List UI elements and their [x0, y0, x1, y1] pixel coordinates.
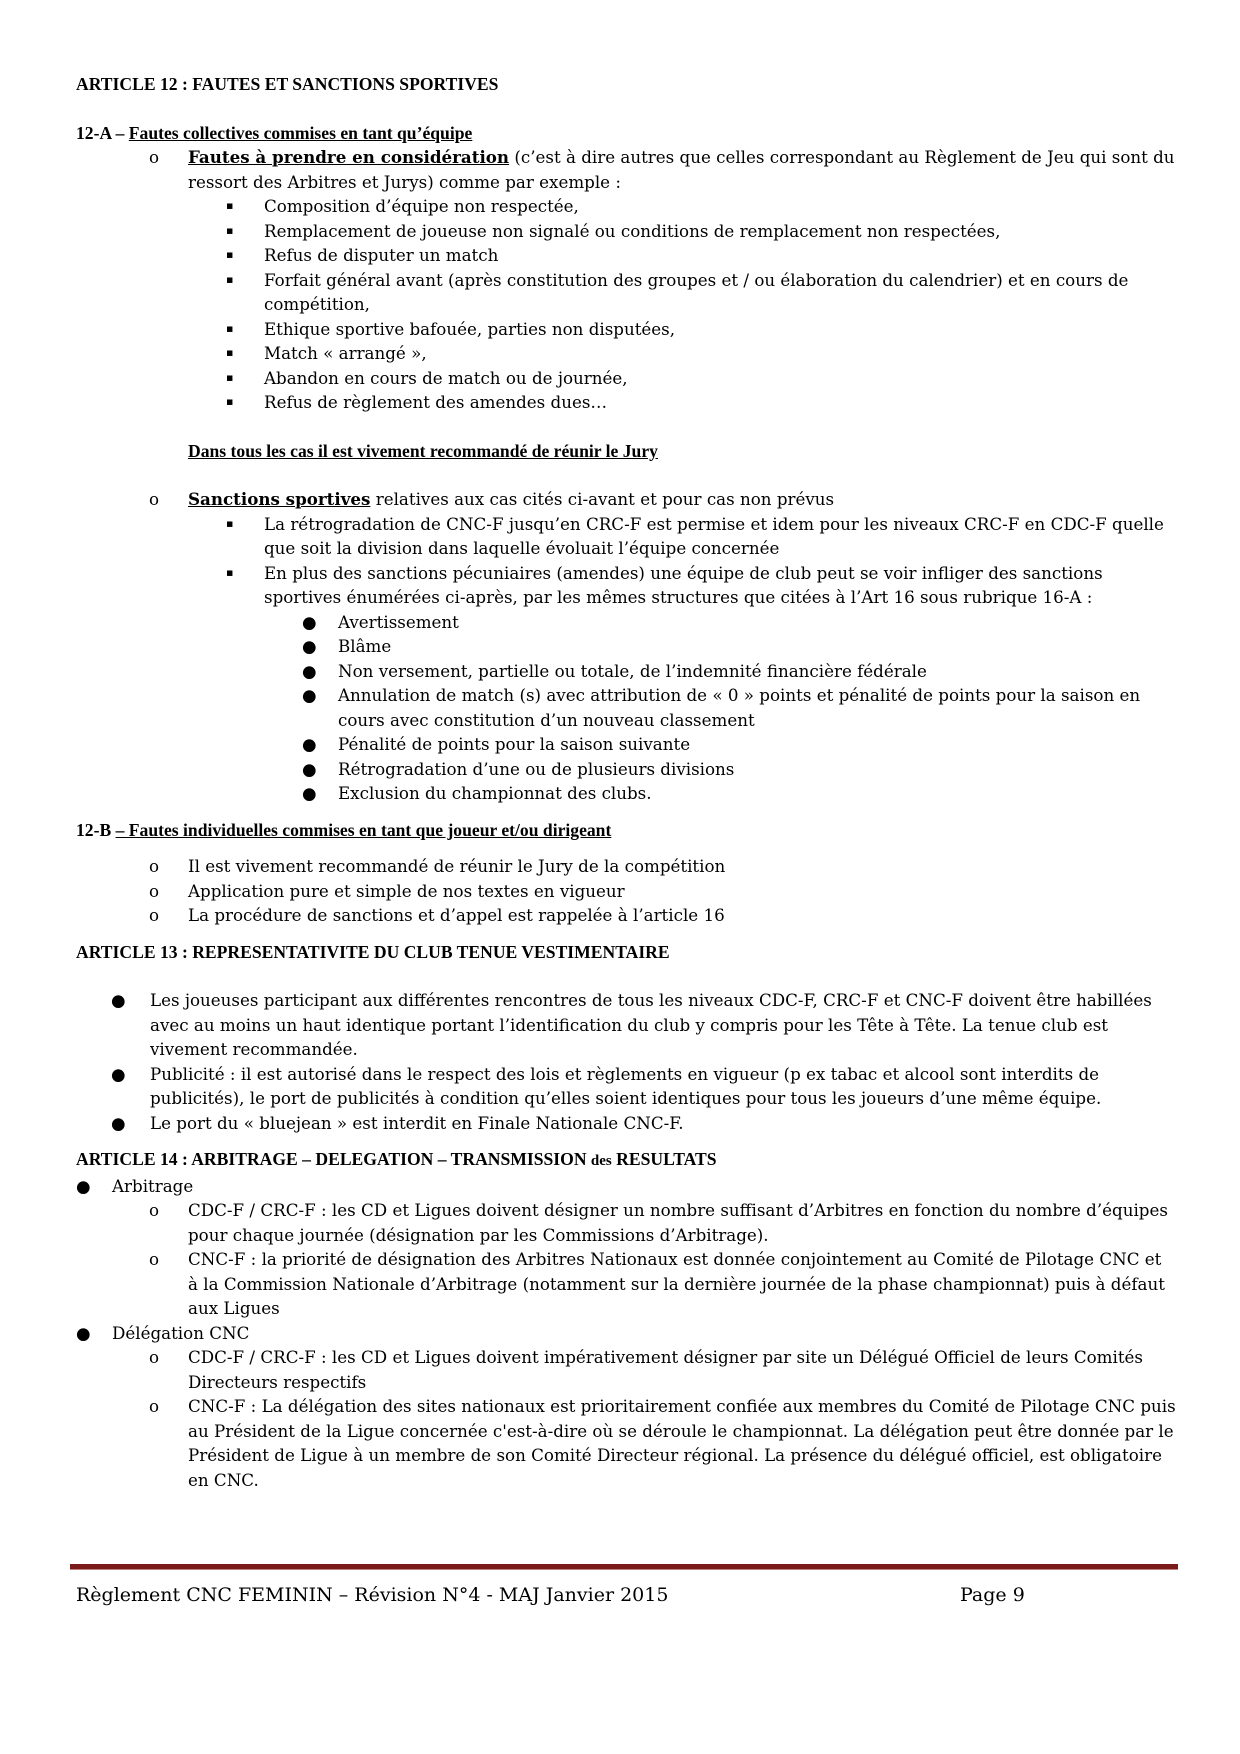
list-item [76, 988, 1176, 1062]
list-item-text: La rétrogradation de CNC-F jusqu’en CRC-F est permise et idem pour les niveaux CRC-F en CDC-F quelle que soit la division dans laquelle évoluait l’équipe concernée [264, 513, 1164, 558]
list-item-text: Refus de règlement des amendes dues… [264, 392, 608, 412]
item-title: Fautes à prendre en considération [188, 147, 510, 167]
list-item-text: CNC-F : La délégation des sites nationaux est prioritairement confiée aux membres du Comité de Pilotage CNC puis au Président de la Ligue concernée c'est-à-dire où se déroule le championnat. La délégation peut être donnée par le Président de Ligue à un membre de son Comité Directeur régional. La présence du délégué officiel, est obligatoire en CNC. [188, 1396, 1176, 1490]
circle-bullet-icon: o [149, 905, 160, 925]
square-bullet-icon: ▪ [226, 395, 234, 408]
list-item-text: Le port du « bluejean » est interdit en Finale Nationale CNC-F. [150, 1112, 684, 1133]
round-bullet-icon: ● [76, 1322, 91, 1343]
article-14-title-part: RESULTATS [611, 1149, 717, 1169]
round-bullet-icon: ● [302, 636, 317, 656]
circle-bullet-icon: o [149, 1396, 160, 1416]
list-item-text: Remplacement de joueuse non signalé ou conditions de remplacement non respectées, [264, 220, 1001, 241]
round-bullet-icon: ● [111, 1063, 126, 1084]
section-12b-prefix: 12-B [76, 819, 116, 840]
list-item-text: La procédure de sanctions et d’appel est rappelée à l’article 16 [188, 905, 725, 925]
circle-bullet-icon: o [149, 1200, 160, 1220]
item-title: Sanctions sportives [188, 489, 371, 509]
list-item-text: Non versement, partielle ou totale, de l’indemnité financière fédérale [338, 660, 927, 681]
article-14-title [76, 1147, 1176, 1174]
list-item [76, 1174, 1176, 1199]
article-12-title: ARTICLE 12 : FAUTES ET SANCTIONS SPORTIVES [76, 74, 499, 94]
list-item [76, 854, 1176, 879]
list-item-text: Ethique sportive bafouée, parties non disputées, [264, 318, 676, 339]
square-bullet-icon: ▪ [226, 272, 234, 286]
list-item [76, 268, 1176, 317]
article-14-list [76, 1174, 1176, 1493]
article-14-title-part: ARTICLE 14 : ARBITRAGE – DELEGATION – TRANSMISSION [76, 1149, 591, 1169]
circle-bullet-icon: o [149, 1347, 160, 1367]
jury-recommendation: Dans tous les cas il est vivement recommandé de réunir le Jury [188, 440, 658, 461]
list-item [76, 732, 1176, 757]
section-12b-heading [76, 818, 1176, 843]
list-item [76, 659, 1176, 684]
list-item-text: Abandon en cours de match ou de journée, [264, 367, 628, 388]
section-12b-list [76, 854, 1176, 928]
round-bullet-icon: ● [302, 783, 317, 803]
list-item [76, 757, 1176, 782]
list-item [76, 1111, 1176, 1136]
square-bullet-icon: ▪ [226, 370, 234, 384]
list-item-text: Exclusion du championnat des clubs. [338, 783, 652, 803]
list-item [76, 366, 1176, 391]
list-item-text: Match « arrangé », [264, 343, 427, 363]
list-item [76, 1345, 1176, 1394]
square-bullet-icon: ▪ [226, 516, 234, 530]
round-bullet-icon: ● [111, 990, 126, 1010]
square-bullet-icon: ▪ [226, 248, 234, 261]
round-bullet-icon: ● [302, 611, 317, 632]
list-item-text: Il est vivement recommandé de réunir le Jury de la compétition [188, 856, 726, 876]
list-item [76, 781, 1176, 806]
list-item-text: CDC-F / CRC-F : les CD et Ligues doivent désigner un nombre suffisant d’Arbitres en fonction du nombre d’équipes pour chaque journée (désignation par les Commissions d’Arbitrage). [188, 1200, 1168, 1245]
list-item-text: Blâme [338, 636, 392, 656]
section-12a-heading [76, 121, 1176, 146]
round-bullet-icon: ● [302, 734, 317, 754]
list-item [76, 317, 1176, 342]
round-bullet-icon: ● [302, 758, 317, 779]
list-item [76, 243, 1176, 268]
list-item [76, 390, 1176, 415]
sanctions-list [76, 487, 1176, 806]
circle-bullet-icon: o [149, 147, 160, 167]
item-text: relatives aux cas cités ci-avant et pour cas non prévus [370, 489, 835, 509]
article-13-list [76, 988, 1176, 1135]
list-item [76, 512, 1176, 561]
footer-divider [70, 1564, 1178, 1570]
article-14-title-part: des [590, 1153, 612, 1169]
article-13-title: ARTICLE 13 : REPRESENTATIVITE DU CLUB TENUE VESTIMENTAIRE [76, 941, 670, 962]
footer-document-title: Règlement CNC FEMININ – Révision N°4 - MAJ Janvier 2015 [76, 1584, 669, 1606]
page-content [76, 72, 1176, 1492]
list-item [76, 219, 1176, 244]
list-item [76, 1321, 1176, 1346]
list-item-text: Composition d’équipe non respectée, [264, 196, 579, 216]
square-bullet-icon: ▪ [226, 321, 234, 335]
list-item-text: Les joueuses participant aux différentes rencontres de tous les niveaux CDC-F, CRC-F et CNC-F doivent être habillées avec au moins un haut identique portant l’identification du club y compris pour les Tête à Tête. La tenue club est vivement recommandée. [150, 990, 1152, 1059]
list-item [76, 1247, 1176, 1321]
list-item [76, 879, 1176, 904]
circle-bullet-icon: o [149, 856, 160, 876]
round-bullet-icon: ● [76, 1175, 91, 1196]
list-item-text: CDC-F / CRC-F : les CD et Ligues doivent impérativement désigner par site un Délégué Officiel de leurs Comités Directeurs respectifs [188, 1347, 1143, 1392]
page-footer [76, 1582, 1176, 1608]
list-item-text: Refus de disputer un match [264, 245, 499, 265]
item-text: (c’est à dire autres que celles correspondant au Règlement de Jeu qui sont du ressort des Arbitres et Jurys) comme par exemple : [188, 147, 1175, 192]
round-bullet-icon: ● [302, 660, 317, 681]
list-item-text: Pénalité de points pour la saison suivante [338, 734, 691, 754]
list-item [76, 487, 1176, 512]
round-bullet-icon: ● [111, 1112, 126, 1133]
circle-bullet-icon: o [149, 1249, 160, 1269]
list-item [76, 903, 1176, 928]
circle-bullet-icon: o [149, 489, 160, 509]
list-item [76, 1394, 1176, 1492]
section-12a-list [76, 145, 1176, 415]
list-item-text: Publicité : il est autorisé dans le respect des lois et règlements en vigueur (p ex tabac et alcool sont interdits de publicités), le port de publicités à condition qu’elles soient identiques pour tous les joueurs d’une même équipe. [150, 1063, 1102, 1108]
list-item [76, 610, 1176, 635]
list-item [76, 194, 1176, 219]
list-item-text: Avertissement [338, 611, 459, 632]
section-12a-title: Fautes collectives commises en tant qu’équipe [128, 122, 473, 143]
list-item [76, 1062, 1176, 1111]
list-item [76, 634, 1176, 659]
footer-page-number: Page 9 [960, 1584, 1025, 1606]
round-bullet-icon: ● [302, 685, 317, 705]
list-item-text: Application pure et simple de nos textes en vigueur [188, 880, 625, 901]
list-item [76, 1198, 1176, 1247]
list-item-text: Annulation de match (s) avec attribution de « 0 » points et pénalité de points pour la saison en cours avec constitution d’un nouveau classement [338, 685, 1141, 730]
section-12a-prefix: 12-A – [76, 122, 129, 143]
list-item-text: En plus des sanctions pécuniaires (amendes) une équipe de club peut se voir infliger des sanctions sportives énumérées ci-après, par les mêmes structures que citées à l’Art 16 sous rubrique 16-A : [264, 562, 1103, 607]
list-item [76, 145, 1176, 194]
list-item-text: Arbitrage [112, 1175, 194, 1196]
list-item-text: Rétrogradation d’une ou de plusieurs divisions [338, 758, 735, 779]
square-bullet-icon: ▪ [226, 346, 234, 359]
square-bullet-icon: ▪ [226, 565, 234, 579]
square-bullet-icon: ▪ [226, 223, 234, 237]
circle-bullet-icon: o [149, 880, 160, 901]
list-item [76, 683, 1176, 732]
section-12b-title: – Fautes individuelles commises en tant que joueur et/ou dirigeant [115, 819, 612, 840]
list-item [76, 341, 1176, 366]
list-item-text: Forfait général avant (après constitution des groupes et / ou élaboration du calendrier) et en cours de compétition, [264, 269, 1129, 314]
list-item-text: CNC-F : la priorité de désignation des Arbitres Nationaux est donnée conjointement au Comité de Pilotage CNC et à la Commission Nationale d’Arbitrage (notamment sur la dernière journée de la phase championnat) puis à défaut aux Ligues [188, 1249, 1165, 1318]
list-item-text: Délégation CNC [112, 1322, 250, 1343]
list-item [76, 561, 1176, 610]
square-bullet-icon: ▪ [226, 199, 234, 212]
